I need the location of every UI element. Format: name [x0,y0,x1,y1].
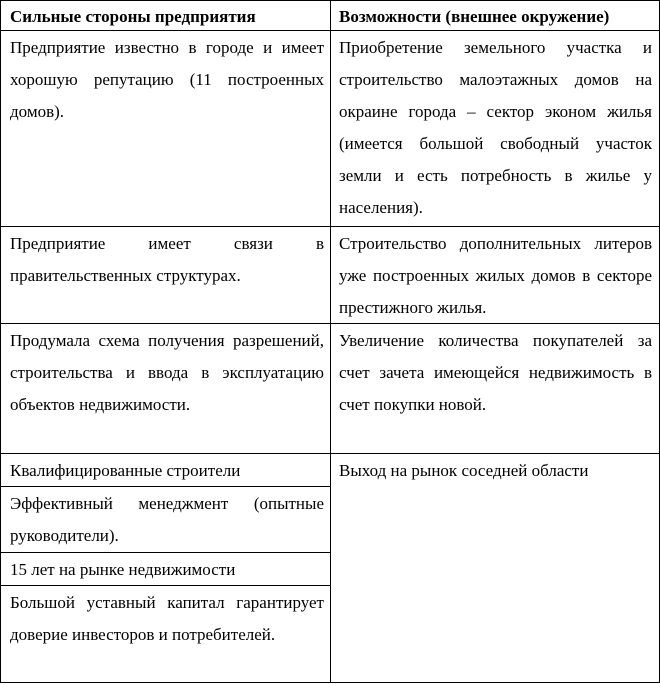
header-opportunities: Возможности (внешнее окружение) [339,7,610,26]
row-divider-left [0,585,331,586]
strength-item: Большой уставный капитал гарантирует доверие инвесторов и потребителей. [10,593,324,644]
row-divider-left [0,552,331,553]
row-divider [0,30,660,31]
opportunity-item: Выход на рынок соседней области [339,461,589,480]
strength-item: Квалифицированные строители [10,461,241,480]
strength-item: Предприятие известно в городе и имеет хорошую репутацию (11 построенных домов). [10,38,324,121]
opportunity-item: Приобретение земельного участка и строительство малоэтажных домов на окраине города – сектор эконом жилья (имеется большой свободный участок земли и есть потребность в жилье у населения). [339,38,652,217]
table-border-left [0,0,1,683]
row-divider [0,453,660,454]
row-divider [0,226,660,227]
opportunity-item: Строительство дополнительных литеров уже построенных жилых домов в секторе престижного жилья. [339,234,652,317]
strength-item: 15 лет на рынке недвижимости [10,560,236,579]
strength-item: Предприятие имеет связи в правительственных структурах. [10,234,324,285]
row-divider [0,323,660,324]
opportunity-item: Увеличение количества покупателей за счет зачета имеющейся недвижимость в счет покупки новой. [339,331,652,414]
strength-item: Эффективный менеджмент (опытные руководители). [10,494,324,545]
row-divider-left [0,486,331,487]
column-divider [330,0,331,683]
strength-item: Продумала схема получения разрешений, строительства и ввода в эксплуатацию объектов недвижимости. [10,331,324,414]
header-strengths: Сильные стороны предприятия [10,7,256,26]
